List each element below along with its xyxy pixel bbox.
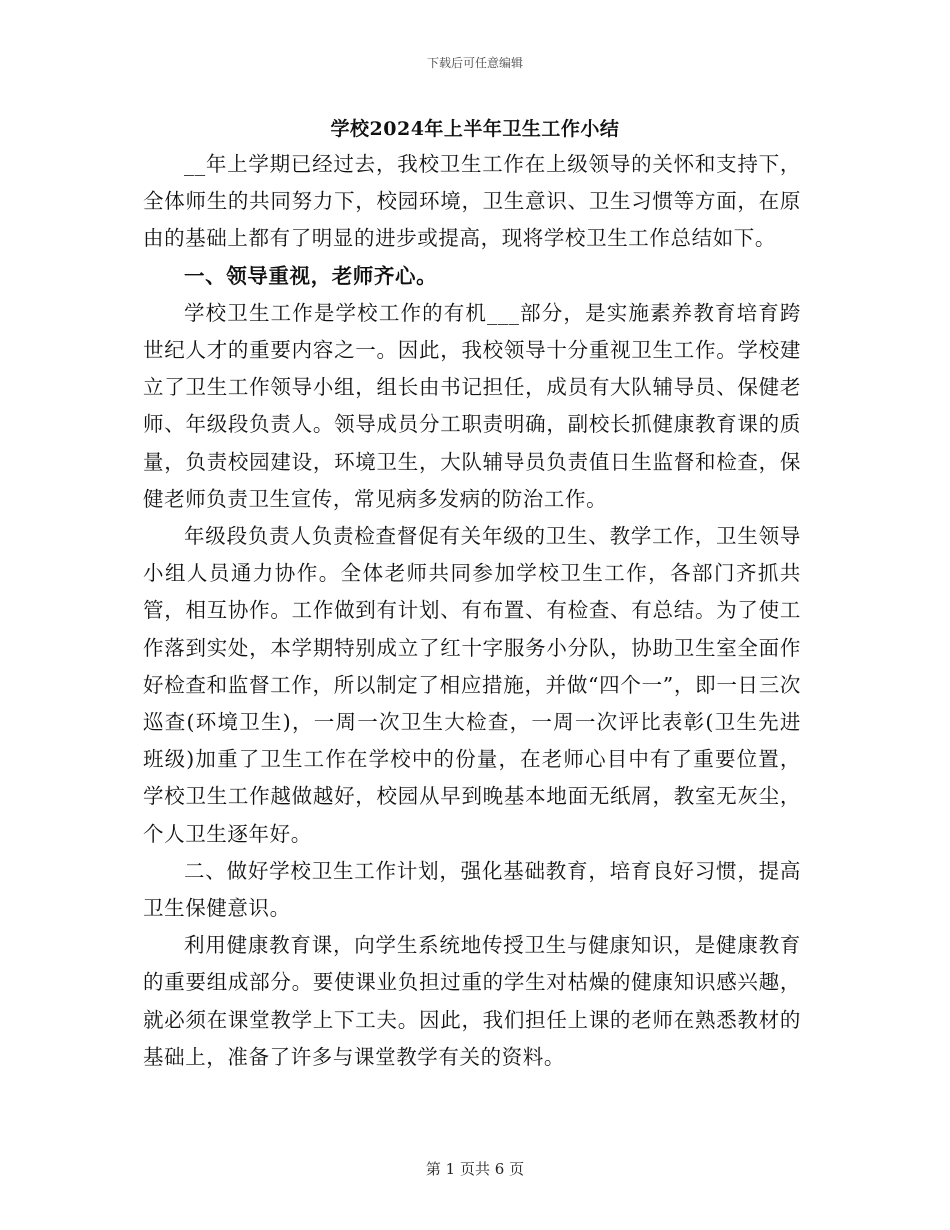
page-number: 第 1 页共 6 页 [425,1160,525,1178]
paragraph-health-education: 利用健康教育课，向学生系统地传授卫生与健康知识，是健康教育的重要组成部分。要使课业负担过重的学生对枯燥的健康知识感兴趣，就必须在课堂教学上下工夫。因此，我们担任上课的老师在熟悉教材的基础上，准备了许多与课堂教学有关的资料。 [143,933,801,1069]
paragraph-leadership: 学校卫生工作是学校工作的有机___部分，是实施素养教育培育跨世纪人才的重要内容之一。因此，我校领导十分重视卫生工作。学校建立了卫生工作领导小组，组长由书记担任，成员有大队辅导员、保健老师、年级段负责人。领导成员分工职责明确，副校长抓健康教育课的质量，负责校园建设，环境卫生，大队辅导员负责值日生监督和检查，保健老师负责卫生宣传，常见病多发病的防治工作。 [143,300,801,511]
section-heading-leadership: 一、领导重视，老师齐心。 [184,263,438,288]
document-title: 学校2024年上半年卫生工作小结 [330,118,620,140]
header-note: 下载后可任意编辑 [426,56,523,70]
section-heading-planning: 二、做好学校卫生工作计划，强化基础教育，培育良好习惯，提高卫生保健意识。 [143,858,801,921]
paragraph-cooperation: 年级段负责人负责检查督促有关年级的卫生、教学工作，卫生领导小组人员通力协作。全体老师共同参加学校卫生工作，各部门齐抓共管，相互协作。工作做到有计划、有布置、有检查、有总结。为了使工作落到实处，本学期特别成立了红十字服务小分队，协助卫生室全面作好检查和监督工作，所以制定了相应措施，并做“四个一”，即一日三次巡查(环境卫生)，一周一次卫生大检查，一周一次评比表彰(卫生先进班级)加重了卫生工作在学校中的份量，在老师心目中有了重要位置，学校卫生工作越做越好，校园从早到晚基本地面无纸屑，教室无灰尘，个人卫生逐年好。 [143,524,801,846]
document-body [143,146,801,1076]
paragraph-intro: __年上学期已经过去，我校卫生工作在上级领导的关怀和支持下，全体师生的共同努力下，校园环境，卫生意识、卫生习惯等方面，在原由的基础上都有了明显的进步或提高，现将学校卫生工作总结如下。 [143,152,801,251]
